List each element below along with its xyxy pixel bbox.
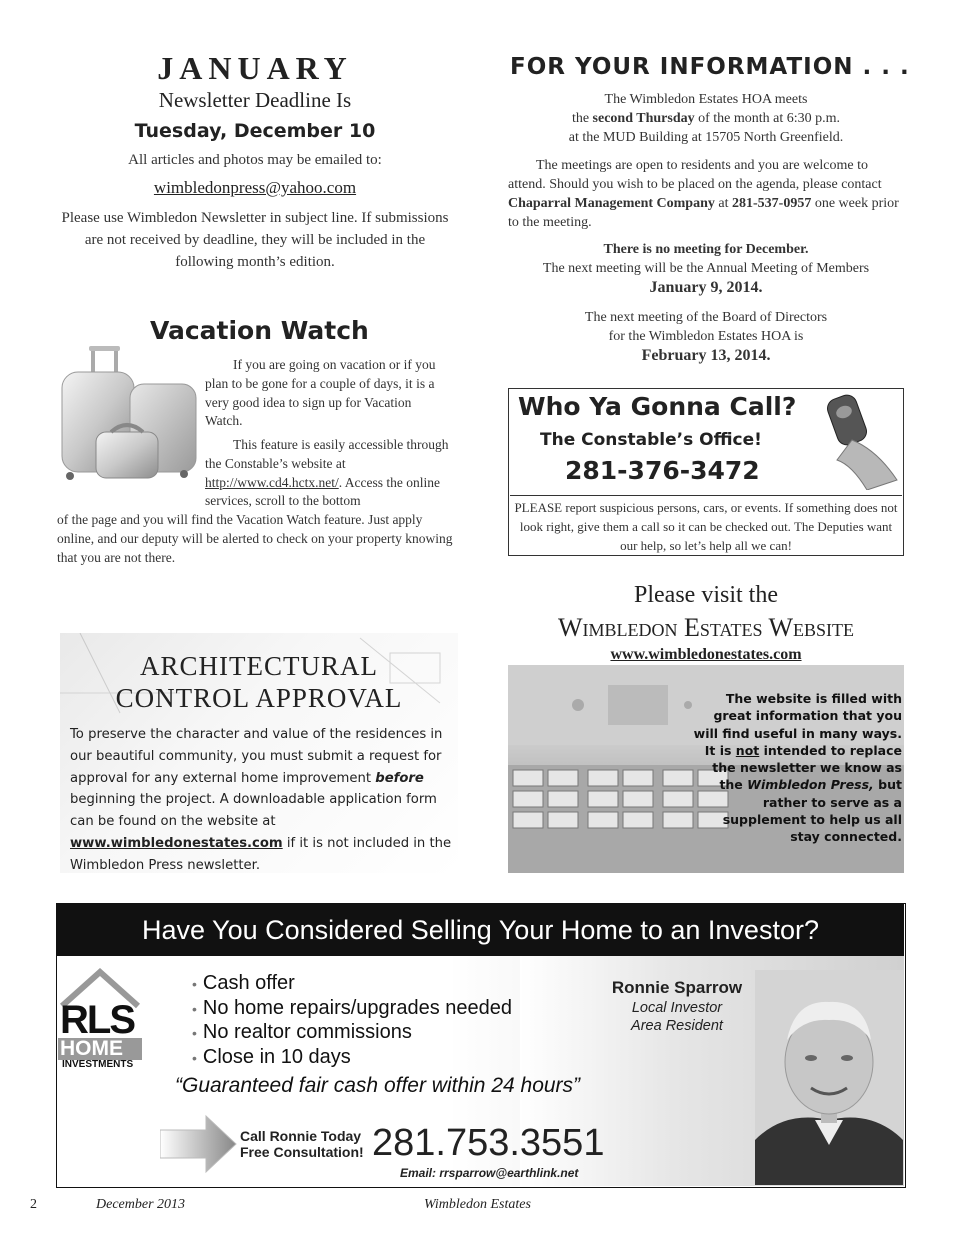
publication-title: Wimbledon Estates: [424, 1197, 531, 1212]
architectural-text: [70, 724, 452, 877]
cta-line: Call Ronnie Today: [240, 1128, 362, 1144]
issue-date: December 2013: [96, 1197, 186, 1212]
fyi-text: one week prior to the meeting.: [508, 196, 899, 230]
submission-instructions: Please use Wimbledon Newsletter in subject line. If submissions are not received by deadline, they will be included in the following month’s edition.: [61, 210, 449, 270]
list-item: [192, 1021, 512, 1046]
wimbledon-press-title: Wimbledon Press,: [747, 777, 874, 793]
page-number: 2: [30, 1197, 37, 1212]
list-item: [192, 997, 512, 1022]
bullet-icon: •: [192, 1025, 197, 1041]
arch-website-link[interactable]: www.wimbledonestates.com: [70, 835, 283, 851]
constable-office-label: The Constable’s Office!: [540, 430, 762, 450]
january-heading: JANUARY: [157, 50, 353, 86]
website-url-link[interactable]: www.wimbledonestates.com: [610, 646, 802, 663]
benefit-text: No realtor commissions: [202, 1021, 412, 1043]
annual-meeting-date: January 9, 2014.: [649, 279, 763, 296]
fyi-heading: FOR YOUR INFORMATION . . .: [510, 54, 910, 80]
ad-guarantee-quote: “Guaranteed fair cash offer within 24 hours”: [175, 1074, 581, 1097]
fyi-text: the: [571, 111, 593, 126]
investor-portrait: [755, 970, 903, 1185]
investor-role: [600, 999, 754, 1035]
deadline-subtitle: Newsletter Deadline Is: [158, 88, 352, 112]
ad-call-to-action: [240, 1128, 364, 1160]
architectural-heading: [60, 650, 458, 714]
list-item: [192, 972, 512, 997]
no-meeting-note: There is no meeting for December.: [603, 242, 809, 257]
website-text-not: not: [735, 742, 760, 758]
investor-name: Ronnie Sparrow: [611, 978, 743, 997]
ad-benefits-list: [192, 972, 512, 1070]
benefit-text: Cash offer: [202, 972, 295, 994]
submission-email-link[interactable]: wimbledonpress@yahoo.com: [153, 178, 357, 197]
fyi-bold: second Thursday: [592, 111, 695, 126]
arch-text-a: To preserve the character and value of the residences in our beautiful community, you must submit a request for approval for any external home improvement: [70, 727, 443, 786]
arrow-right-icon: [160, 1114, 238, 1174]
fyi-open-meetings: [508, 156, 904, 232]
board-meeting-date: February 13, 2014.: [641, 347, 771, 364]
fyi-line: The next meeting of the Board of Directors: [584, 310, 828, 325]
fyi-line: The next meeting will be the Annual Meeting of Members: [542, 261, 870, 276]
role-line: Local Investor: [631, 1000, 723, 1016]
logo-home: HOME: [60, 1037, 123, 1060]
benefit-text: No home repairs/upgrades needed: [202, 996, 512, 1019]
arch-text-b: beginning the project. A downloadable application form can be found on the website at: [70, 792, 437, 830]
cta-line: Free Consultation!: [240, 1144, 364, 1160]
vacation-p2-text: This feature is easily accessible through the Constable’s website at: [205, 437, 449, 471]
role-line: Area Resident: [631, 1018, 723, 1034]
ad-email[interactable]: Email: rrsparrow@earthlink.net: [400, 1166, 579, 1180]
fyi-next-meeting: [508, 240, 904, 297]
website-name: Wimbledon Estates Website: [557, 613, 855, 642]
fyi-line: The Wimbledon Estates HOA meets: [604, 92, 808, 107]
ad-phone-number[interactable]: 281.753.3551: [372, 1122, 605, 1164]
fyi-text: at: [714, 196, 732, 211]
vacation-watch-heading: Vacation Watch: [150, 316, 369, 345]
cell-phone-icon: [822, 390, 902, 490]
architectural-heading-line1: ARCHITECTURAL: [140, 651, 378, 681]
constable-website-link[interactable]: http://www.cd4.hctx.net/: [205, 474, 339, 490]
website-text: intended to replace the newsletter we know as the: [712, 742, 902, 793]
rls-logo: [58, 968, 142, 1072]
website-description: [690, 690, 902, 846]
fyi-line: [508, 109, 904, 128]
call-heading: Who Ya Gonna Call?: [518, 392, 797, 421]
bullet-icon: •: [192, 1049, 197, 1066]
vacation-paragraph-1: If you are going on vacation or if you plan to be gone for a couple of days, it is a very good idea to sign up for Vacation Watch.: [205, 357, 436, 429]
website-text: The website is filled with great information that you will find useful in many ways. It is: [693, 691, 902, 758]
architectural-heading-line2: CONTROL APPROVAL: [115, 683, 403, 713]
call-instructions: PLEASE report suspicious persons, cars, or events. If something does not look right, give them a call so it can be checked out. The Deputies want our help, so let’s help all we can!: [510, 495, 902, 555]
vacation-p2-text-b: . Access the online services, scroll to the bottom: [205, 474, 440, 509]
constable-phone[interactable]: 281-376-3472: [565, 456, 760, 485]
fyi-line: for the Wimbledon Estates HOA is: [608, 329, 804, 344]
list-item: [192, 1046, 512, 1071]
fyi-meeting-info: [508, 90, 904, 147]
bullet-icon: •: [192, 976, 197, 992]
bullet-icon: •: [192, 1000, 197, 1017]
fyi-board-meeting: [508, 308, 904, 365]
management-phone: 281-537-0957: [732, 196, 812, 211]
website-text: but rather to serve as a supplement to help us all stay connected.: [722, 777, 902, 845]
email-intro: All articles and photos may be emailed to:: [128, 152, 382, 168]
management-company: Chaparral Management Company: [508, 196, 715, 211]
ad-headline: Have You Considered Selling Your Home to an Investor?: [57, 904, 904, 956]
benefit-text: Close in 10 days: [202, 1045, 351, 1068]
luggage-image: [56, 344, 201, 484]
vacation-paragraph-2: [205, 436, 450, 511]
vacation-paragraph-3: of the page and you will find the Vacation Watch feature. Just apply online, and our deputy will be alerted to check on your property knowing that you are not there.: [57, 512, 453, 565]
fyi-text: The meetings are open to residents and you are welcome to attend. Should you wish to be placed on the agenda, please contact: [508, 158, 882, 192]
fyi-text: of the month at 6:30 p.m.: [694, 111, 841, 126]
logo-rls: RLS: [60, 998, 134, 1042]
logo-investments: INVESTMENTS: [62, 1059, 134, 1070]
arch-text-emphasis: before: [375, 770, 424, 786]
arch-text-c: if it is not included in the Wimbledon Press newsletter.: [70, 835, 452, 873]
deadline-date: Tuesday, December 10: [134, 120, 376, 142]
fyi-line: at the MUD Building at 15705 North Greenfield.: [568, 130, 844, 145]
website-visit-label: Please visit the: [634, 582, 778, 608]
